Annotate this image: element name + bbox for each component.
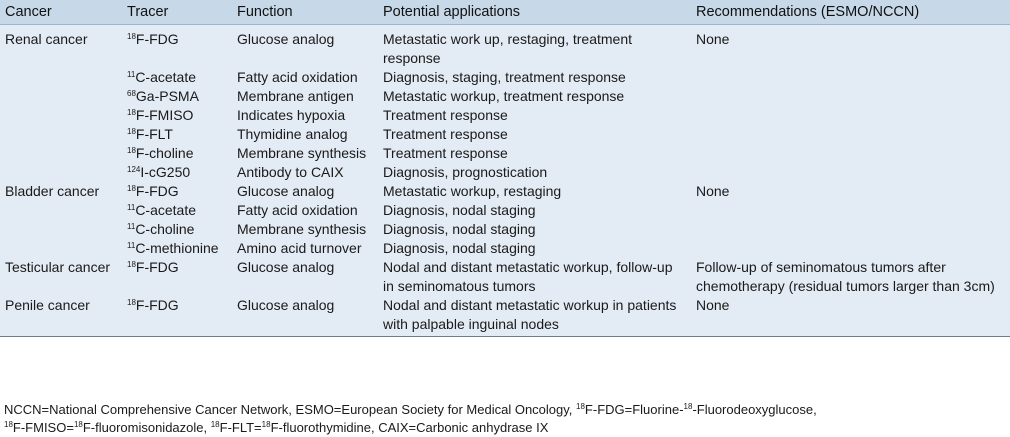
cell-potential-application: Diagnosis, nodal staging (378, 239, 691, 258)
header-recommendations: Recommendations (ESMO/NCCN) (691, 0, 1010, 25)
header-row (0, 0, 1010, 25)
table-row (0, 68, 1010, 87)
isotope-mass-number: 18 (127, 108, 136, 117)
cell-cancer: Renal cancer (0, 25, 122, 69)
cell-tracer (122, 201, 232, 220)
cell-function: Indicates hypoxia (232, 106, 378, 125)
cell-recommendation (691, 163, 1010, 182)
table-footnote (4, 401, 1006, 437)
cell-potential-application: Diagnosis, nodal staging (378, 220, 691, 239)
cell-cancer (0, 144, 122, 163)
cell-cancer (0, 201, 122, 220)
cell-recommendation: None (691, 25, 1010, 69)
cell-function: Fatty acid oxidation (232, 201, 378, 220)
table-row (0, 144, 1010, 163)
cell-tracer (122, 239, 232, 258)
cell-tracer (122, 25, 232, 69)
cell-tracer (122, 163, 232, 182)
table-row (0, 25, 1010, 69)
footnote-line-2: $^{18}$F-FMISO=$^{18}$F-fluoromisonidazole, $^{18}$F-FLT=$^{18}$F-fluorothymidine, CAIX=Carbonic anhydrase IX (4, 420, 549, 435)
table-row (0, 163, 1010, 182)
cell-potential-application: Treatment response (378, 144, 691, 163)
header-tracer: Tracer (122, 0, 232, 25)
tracer-name: F-FDG (135, 297, 179, 313)
isotope-mass-number: 11 (127, 203, 136, 212)
table-row (0, 87, 1010, 106)
cell-potential-application: Diagnosis, prognostication (378, 163, 691, 182)
cell-recommendation (691, 125, 1010, 144)
header-function: Function (232, 0, 378, 25)
cell-potential-application: Diagnosis, staging, treatment response (378, 68, 691, 87)
tracer-name: Ga-PSMA (135, 88, 199, 104)
isotope-mass-number: 18 (127, 184, 136, 193)
cell-cancer: Testicular cancer (0, 258, 122, 296)
table-row (0, 258, 1010, 296)
cell-function: Amino acid turnover (232, 239, 378, 258)
isotope-mass-number: 124 (127, 165, 141, 174)
cell-potential-application: Treatment response (378, 125, 691, 144)
cell-potential-application: Treatment response (378, 106, 691, 125)
cell-potential-application: Metastatic workup, restaging (378, 182, 691, 201)
tracer-name: C-acetate (135, 202, 197, 218)
table-row (0, 201, 1010, 220)
tracer-name: F-FMISO (135, 107, 194, 123)
tracer-name: F-choline (135, 145, 194, 161)
table-body (0, 25, 1010, 337)
table-row (0, 296, 1010, 337)
table-row (0, 239, 1010, 258)
cell-tracer (122, 296, 232, 337)
cell-cancer: Bladder cancer (0, 182, 122, 201)
cell-cancer (0, 106, 122, 125)
isotope-mass-number: 18 (127, 146, 136, 155)
header-cancer: Cancer (0, 0, 122, 25)
cell-cancer: Penile cancer (0, 296, 122, 337)
cell-tracer (122, 68, 232, 87)
tracer-name: F-FLT (135, 126, 173, 142)
tracer-name: F-FDG (135, 31, 179, 47)
tracer-name: F-FDG (135, 183, 179, 199)
cell-recommendation: Follow-up of seminomatous tumors after chemotherapy (residual tumors larger than 3cm) (691, 258, 1010, 296)
isotope-mass-number: 11 (127, 70, 136, 79)
header-potential-applications: Potential applications (378, 0, 691, 25)
table-header (0, 0, 1010, 25)
cell-cancer (0, 125, 122, 144)
cell-cancer (0, 220, 122, 239)
cell-recommendation (691, 87, 1010, 106)
cell-cancer (0, 68, 122, 87)
cell-potential-application: Metastatic workup, treatment response (378, 87, 691, 106)
cell-function: Glucose analog (232, 296, 378, 337)
cell-recommendation (691, 144, 1010, 163)
cell-tracer (122, 220, 232, 239)
cell-function: Membrane synthesis (232, 220, 378, 239)
cell-recommendation (691, 106, 1010, 125)
isotope-mass-number: 18 (127, 127, 136, 136)
table-row (0, 220, 1010, 239)
cell-recommendation: None (691, 182, 1010, 201)
cell-potential-application: Diagnosis, nodal staging (378, 201, 691, 220)
cell-cancer (0, 163, 122, 182)
cell-tracer (122, 125, 232, 144)
tracer-name: I-cG250 (140, 164, 191, 180)
tracer-name: F-FDG (135, 259, 179, 275)
isotope-mass-number: 68 (127, 89, 136, 98)
cell-tracer (122, 258, 232, 296)
cell-function: Glucose analog (232, 258, 378, 296)
cell-cancer (0, 87, 122, 106)
cell-recommendation (691, 239, 1010, 258)
cell-function: Glucose analog (232, 25, 378, 69)
cell-function: Thymidine analog (232, 125, 378, 144)
cell-recommendation (691, 220, 1010, 239)
table-row (0, 182, 1010, 201)
isotope-mass-number: 18 (127, 32, 136, 41)
cell-potential-application: Nodal and distant metastatic workup in patients with palpable inguinal nodes (378, 296, 691, 337)
cell-function: Glucose analog (232, 182, 378, 201)
table-row (0, 106, 1010, 125)
cell-tracer (122, 182, 232, 201)
table-row (0, 125, 1010, 144)
cell-potential-application: Metastatic work up, restaging, treatment response (378, 25, 691, 69)
isotope-mass-number: 11 (127, 241, 136, 250)
cell-tracer (122, 87, 232, 106)
cell-recommendation (691, 201, 1010, 220)
tracer-name: C-acetate (135, 69, 197, 85)
cell-cancer (0, 239, 122, 258)
tracer-name: C-methionine (135, 240, 219, 256)
isotope-mass-number: 11 (127, 222, 136, 231)
cell-potential-application: Nodal and distant metastatic workup, follow-up in seminomatous tumors (378, 258, 691, 296)
tracer-name: C-choline (135, 221, 195, 237)
cell-tracer (122, 106, 232, 125)
footnote-line-1: NCCN=National Comprehensive Cancer Network, ESMO=European Society for Medical Oncology, $^{18}$F-FDG=Fluorine-$^{18}$-Fluorodeoxyglucose, (4, 402, 817, 417)
cell-recommendation (691, 68, 1010, 87)
cell-function: Membrane antigen (232, 87, 378, 106)
cell-function: Antibody to CAIX (232, 163, 378, 182)
cell-function: Membrane synthesis (232, 144, 378, 163)
cell-recommendation: None (691, 296, 1010, 337)
cell-function: Fatty acid oxidation (232, 68, 378, 87)
isotope-mass-number: 18 (127, 298, 136, 307)
cell-tracer (122, 144, 232, 163)
isotope-mass-number: 18 (127, 260, 136, 269)
